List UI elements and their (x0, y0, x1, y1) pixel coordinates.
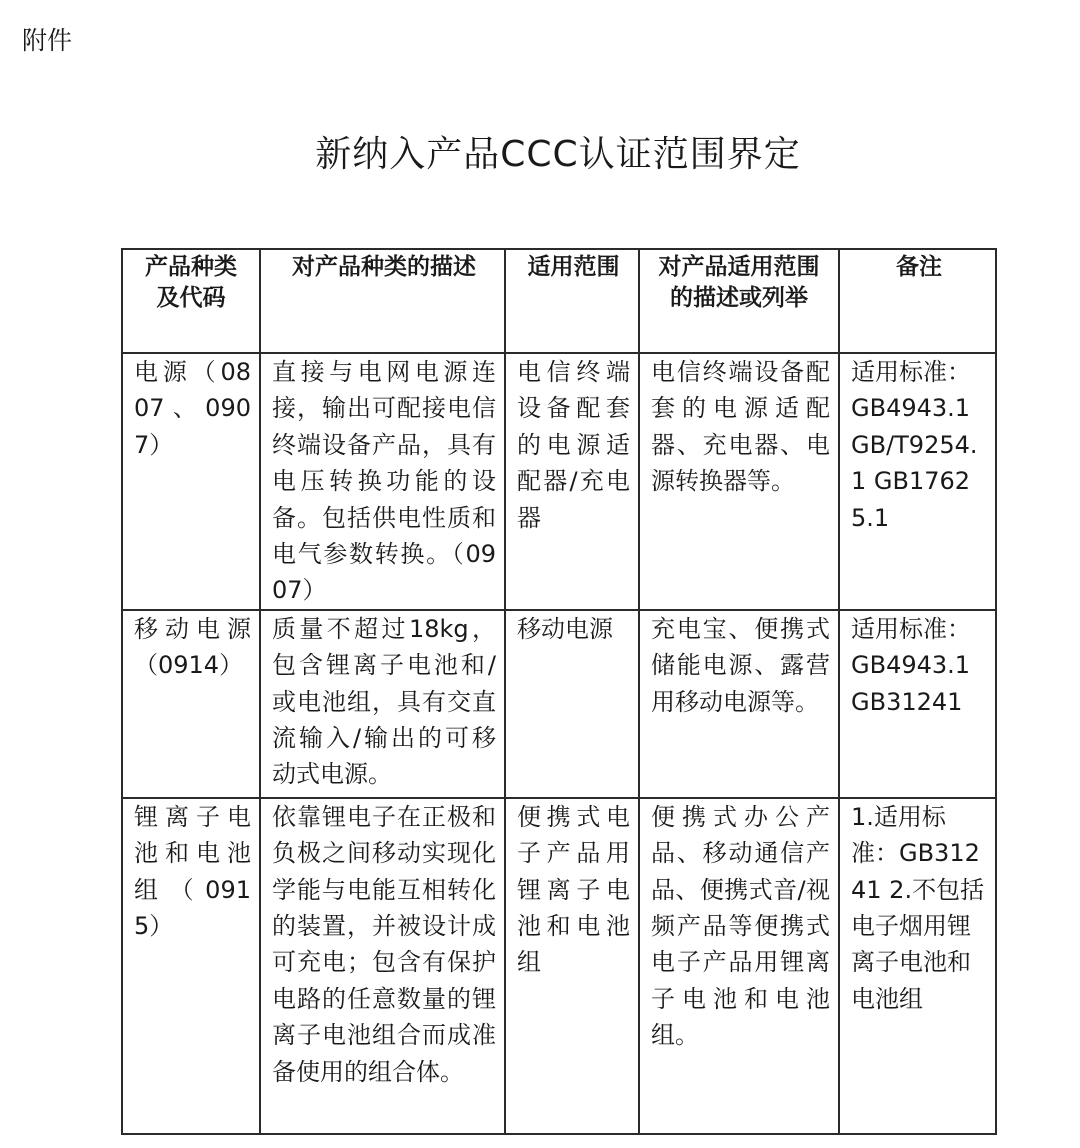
table-row (122, 610, 996, 798)
cell-description: 直接与电网电源连接，输出可配接电信终端设备产品，具有电压转换功能的设备。包括供电性质和电气参数转换。（0907） (260, 353, 505, 610)
cell-remark: 适用标准：GB4943.1 GB/T9254.1 GB17625.1 (839, 353, 996, 610)
header-scope-description: 对产品适用范围的描述或列举 (639, 249, 839, 353)
header-category: 产品种类及代码 (122, 249, 260, 353)
cell-remark: 1.适用标准：GB31241 2.不包括电子烟用锂离子电池和电池组 (839, 798, 996, 1134)
cell-scope: 电信终端设备配套的电源适配器/充电器 (505, 353, 639, 610)
table-row (122, 353, 996, 610)
cell-remark: 适用标准：GB4943.1 GB31241 (839, 610, 996, 798)
scope-table (121, 248, 997, 1135)
header-scope: 适用范围 (505, 249, 639, 353)
attachment-label: 附件 (22, 26, 73, 55)
table-row (122, 798, 996, 1134)
cell-description: 依靠锂电子在正极和负极之间移动实现化学能与电能互相转化的装置，并被设计成可充电；包含有保护电路的任意数量的锂离子电池组合而成准备使用的组合体。 (260, 798, 505, 1134)
cell-scope-description: 电信终端设备配套的电源适配器、充电器、电源转换器等。 (639, 353, 839, 610)
cell-scope-description: 便携式办公产品、移动通信产品、便携式音/视频产品等便携式电子产品用锂离子电池和电池组。 (639, 798, 839, 1134)
document-title: 新纳入产品CCC认证范围界定 (315, 134, 801, 175)
cell-category: 锂离子电池和电池组（0915） (122, 798, 260, 1134)
cell-scope: 移动电源 (505, 610, 639, 798)
cell-category: 移动电源（0914） (122, 610, 260, 798)
cell-category: 电源（0807、0907） (122, 353, 260, 610)
table-header-row (122, 249, 996, 353)
cell-scope: 便携式电子产品用锂离子电池和电池组 (505, 798, 639, 1134)
header-remark: 备注 (839, 249, 996, 353)
header-description: 对产品种类的描述 (260, 249, 505, 353)
cell-description: 质量不超过18kg，包含锂离子电池和/或电池组，具有交直流输入/输出的可移动式电源。 (260, 610, 505, 798)
cell-scope-description: 充电宝、便携式储能电源、露营用移动电源等。 (639, 610, 839, 798)
